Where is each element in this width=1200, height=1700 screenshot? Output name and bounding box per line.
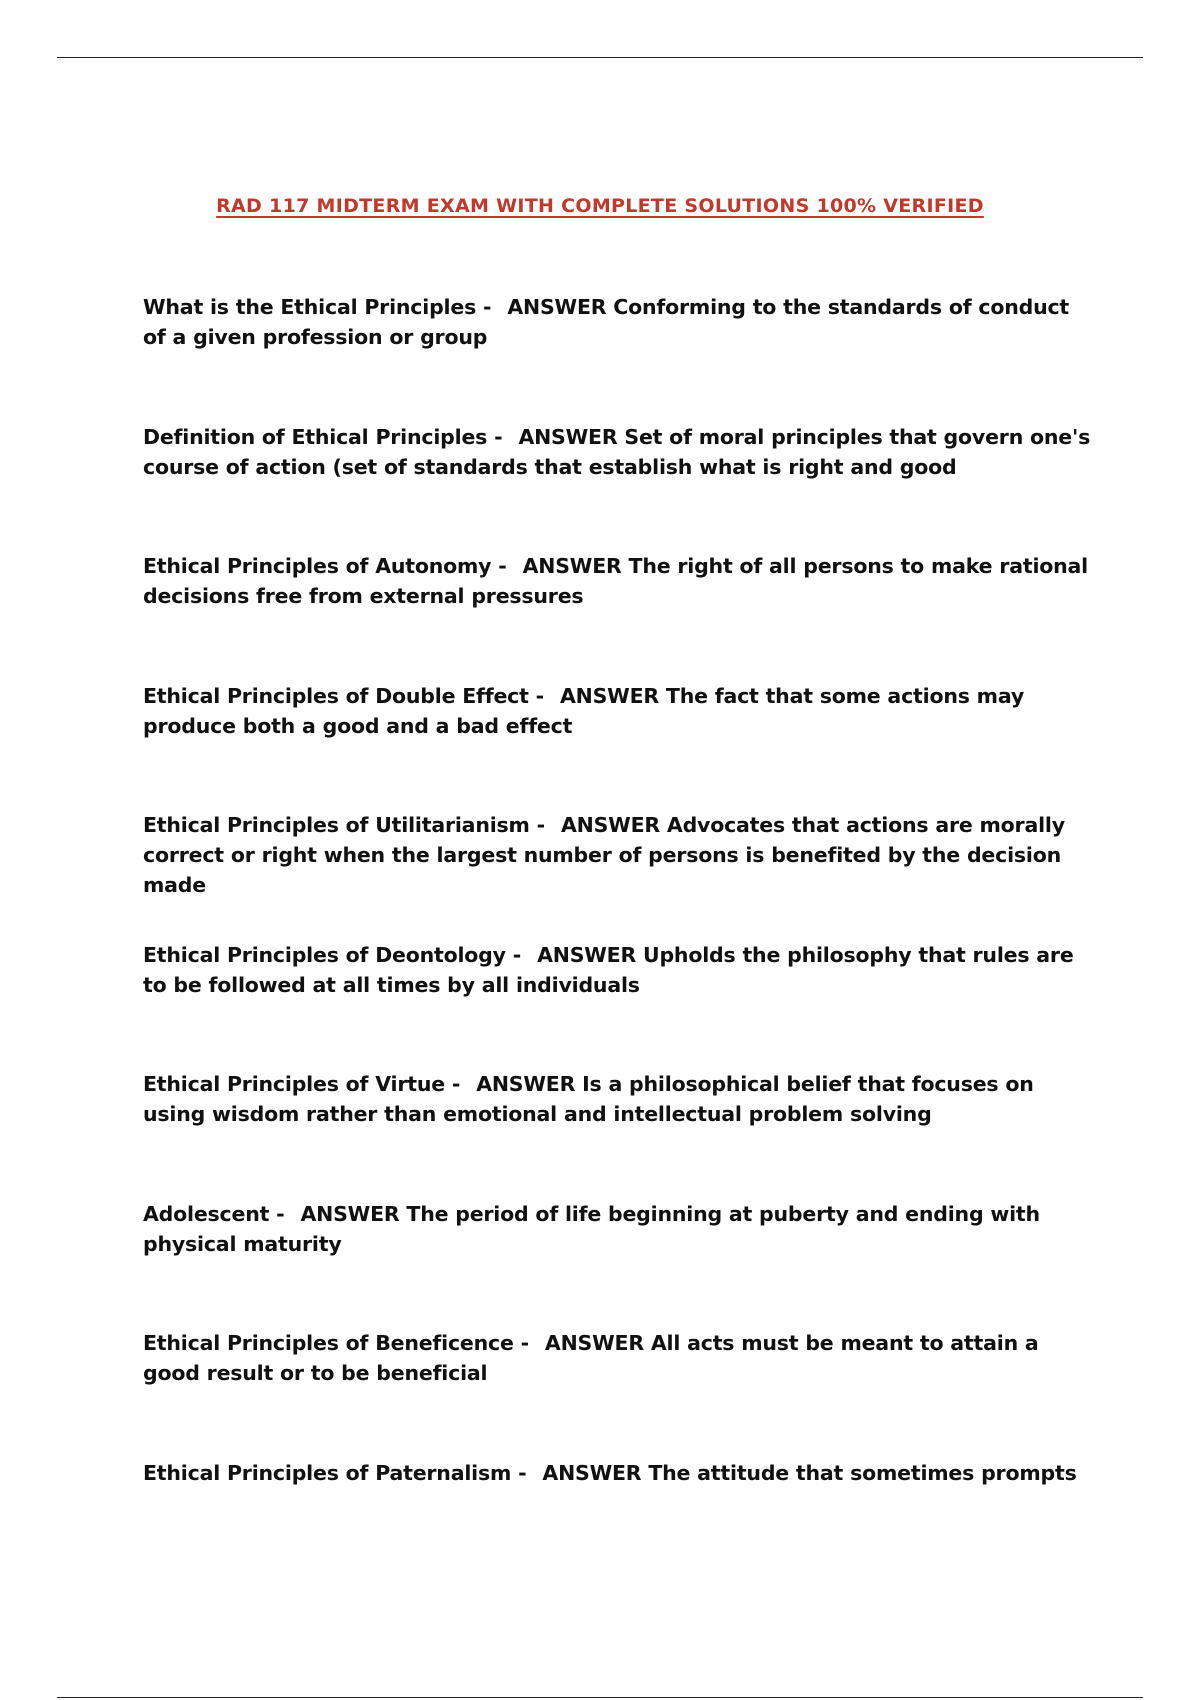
qa-answer: The right of all persons to make rational decisions free from external pressures	[143, 554, 1089, 608]
qa-answer: The period of life beginning at puberty and ending with physical maturity	[143, 1201, 1040, 1256]
qa-answer-label: ANSWER	[544, 1331, 644, 1355]
qa-item	[143, 681, 1093, 811]
qa-answer: The attitude that sometimes prompts	[648, 1460, 1077, 1485]
qa-separator: -	[491, 554, 507, 578]
top-divider	[57, 57, 1143, 58]
qa-separator: -	[269, 1201, 285, 1226]
qa-answer: Conforming to the standards of conduct of a given profession or group	[143, 295, 1070, 349]
qa-separator: -	[444, 1072, 461, 1096]
qa-term: Ethical Principles of Autonomy	[143, 554, 492, 578]
bottom-divider	[57, 1697, 1143, 1698]
qa-separator: -	[476, 295, 492, 319]
qa-answer-label: ANSWER	[476, 1072, 576, 1096]
document-title	[0, 195, 1200, 217]
qa-answer: Upholds the philosophy that rules are to be followed at all times by all individuals	[143, 942, 1074, 997]
qa-separator: -	[511, 1460, 527, 1485]
qa-item	[143, 940, 1093, 1070]
qa-item	[143, 1199, 1093, 1329]
qa-term: Ethical Principles of Deontology	[143, 942, 506, 967]
qa-term: Adolescent	[143, 1201, 270, 1226]
qa-separator: -	[513, 1331, 529, 1355]
qa-answer-label: ANSWER	[560, 813, 660, 837]
qa-term: Ethical Principles of Virtue	[143, 1072, 445, 1096]
qa-answer: Is a philosophical belief that focuses on using wisdom rather than emotional and intellectual problem solving	[143, 1072, 1034, 1126]
qa-item	[143, 1069, 1093, 1199]
qa-answer-label: ANSWER	[542, 1460, 642, 1485]
qa-term: Ethical Principles of Double Effect	[143, 683, 529, 708]
qa-item	[143, 810, 1093, 940]
qa-term: Definition of Ethical Principles	[143, 424, 488, 449]
qa-answer-label: ANSWER	[522, 554, 622, 578]
qa-item	[143, 1328, 1093, 1458]
qa-term: Ethical Principles of Paternalism	[143, 1460, 512, 1485]
qa-term: What is the Ethical Principles	[143, 295, 477, 319]
qa-term: Ethical Principles of Beneficence	[143, 1331, 514, 1355]
qa-list	[143, 292, 1093, 1587]
qa-separator: -	[487, 424, 503, 449]
qa-separator: -	[505, 942, 522, 967]
qa-answer: All acts must be meant to attain a good result or to be beneficial	[143, 1331, 1039, 1385]
qa-answer-label: ANSWER	[300, 1201, 400, 1226]
qa-item	[143, 422, 1093, 552]
qa-answer: Set of moral principles that govern one's course of action (set of standards that establish what is right and good	[143, 424, 1091, 479]
qa-answer-label: ANSWER	[518, 424, 618, 449]
qa-answer: Advocates that actions are morally correct or right when the largest number of persons is benefited by the decision made	[143, 813, 1065, 897]
qa-item	[143, 1458, 1093, 1588]
qa-separator: -	[528, 683, 544, 708]
qa-answer-label: ANSWER	[537, 942, 637, 967]
qa-item	[143, 551, 1093, 681]
qa-answer-label: ANSWER	[507, 295, 607, 319]
qa-item	[143, 292, 1093, 422]
qa-term: Ethical Principles of Utilitarianism	[143, 813, 530, 837]
document-title-text: RAD 117 MIDTERM EXAM WITH COMPLETE SOLUTIONS 100% VERIFIED	[216, 195, 984, 217]
qa-answer: The fact that some actions may produce both a good and a bad effect	[143, 683, 1024, 738]
qa-separator: -	[529, 813, 545, 837]
qa-answer-label: ANSWER	[559, 683, 659, 708]
